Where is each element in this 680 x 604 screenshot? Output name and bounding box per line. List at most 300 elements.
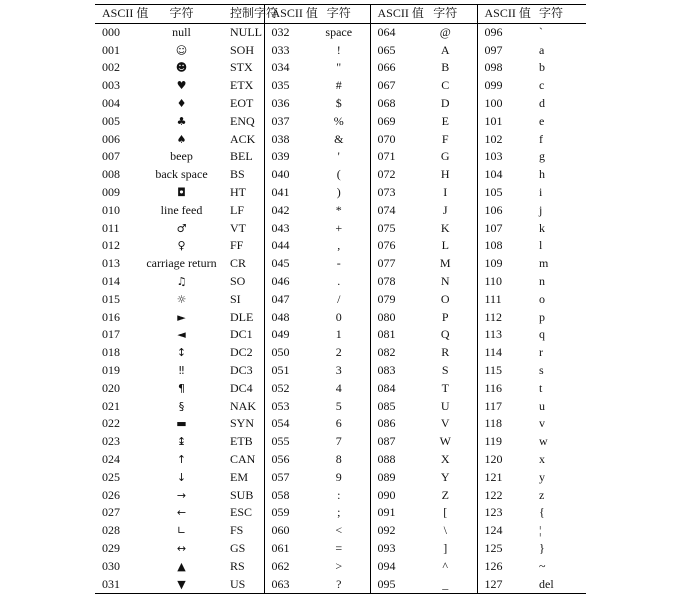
char-cell: w <box>539 434 548 449</box>
ascii-code: 037 <box>264 113 308 131</box>
char-cell: ♀ <box>177 239 186 253</box>
control-char-cell: DC1 <box>230 327 253 342</box>
table-row <box>95 398 586 416</box>
ascii-code: 089 <box>370 469 414 487</box>
char-cell: 1 <box>335 327 342 342</box>
char-cell: K <box>440 220 450 235</box>
table-row <box>95 291 586 309</box>
char-cell: l <box>539 238 543 253</box>
char-cell: , <box>337 238 341 253</box>
ascii-code: 093 <box>370 540 414 558</box>
char-cell: carriage return <box>146 256 217 271</box>
ascii-code: 027 <box>102 505 120 520</box>
char-cell: ♣ <box>176 114 187 128</box>
char-cell: L <box>441 238 449 253</box>
ascii-code: 030 <box>102 558 120 573</box>
control-char-cell: STX <box>230 60 253 75</box>
char-cell: U <box>440 398 450 413</box>
ascii-code: 024 <box>102 451 120 466</box>
char-cell: E <box>441 113 449 128</box>
ascii-code: 118 <box>477 415 521 433</box>
control-char-cell: SYN <box>230 416 255 431</box>
ascii-code: 088 <box>370 451 414 469</box>
char-cell: H <box>440 167 450 182</box>
table-row <box>95 77 586 95</box>
ascii-code: 064 <box>370 23 414 41</box>
char-cell: ♂ <box>176 221 187 235</box>
char-cell: v <box>539 416 545 431</box>
ascii-code: 012 <box>102 238 120 253</box>
ascii-code: 036 <box>264 95 308 113</box>
control-char-cell: BS <box>230 167 245 182</box>
control-char-cell: SOH <box>230 42 255 57</box>
table-row <box>95 380 586 398</box>
control-char-cell: CAN <box>230 451 256 466</box>
char-cell: 8 <box>335 451 342 466</box>
ascii-code: 075 <box>370 220 414 238</box>
ascii-code: 031 <box>102 576 120 591</box>
char-cell: 4 <box>335 380 342 395</box>
ascii-code: 095 <box>370 576 414 594</box>
char-cell: ` <box>539 24 543 39</box>
char-cell: ; <box>337 505 341 520</box>
ascii-code: 085 <box>370 398 414 416</box>
table-row <box>95 273 586 291</box>
ascii-code: 083 <box>370 362 414 380</box>
char-cell: ( <box>336 167 341 182</box>
char-cell: n <box>539 273 545 288</box>
ascii-code: 076 <box>370 237 414 255</box>
char-cell: k <box>539 220 545 235</box>
char-cell: [ <box>443 505 448 520</box>
char-cell: 9 <box>335 469 342 484</box>
control-char-cell: ETX <box>230 78 254 93</box>
header-ascii-value: ASCII 值 <box>477 5 521 24</box>
char-cell: ☻ <box>175 61 188 75</box>
ascii-code: 105 <box>477 184 521 202</box>
char-cell: 3 <box>335 362 342 377</box>
ascii-code: 097 <box>477 42 521 60</box>
ascii-code: 025 <box>102 469 120 484</box>
char-cell: u <box>539 398 545 413</box>
char-cell: null <box>172 24 191 39</box>
char-cell: ) <box>336 184 341 199</box>
ascii-code: 050 <box>264 344 308 362</box>
control-char-cell: US <box>230 576 246 591</box>
char-cell: ↑ <box>176 452 187 466</box>
char-cell: M <box>439 256 451 271</box>
ascii-code: 119 <box>477 433 521 451</box>
char-cell: ¶ <box>178 381 185 395</box>
ascii-code: 028 <box>102 523 120 538</box>
ascii-code: 054 <box>264 415 308 433</box>
header-char: 字符 <box>433 6 458 20</box>
ascii-code: 079 <box>370 291 414 309</box>
table-row <box>95 309 586 327</box>
ascii-code: 009 <box>102 184 120 199</box>
table-row <box>95 237 586 255</box>
ascii-code: 072 <box>370 166 414 184</box>
ascii-code: 101 <box>477 113 521 131</box>
char-cell: T <box>441 380 449 395</box>
char-cell: e <box>539 113 545 128</box>
char-cell: < <box>335 523 343 538</box>
header-control-char: 控制字符 <box>230 6 279 20</box>
control-char-cell: LF <box>230 202 245 217</box>
ascii-code: 086 <box>370 415 414 433</box>
ascii-code: 040 <box>264 166 308 184</box>
char-cell: ↓ <box>176 470 187 484</box>
char-cell: ¦ <box>539 523 542 538</box>
control-char-cell: HT <box>230 184 246 199</box>
ascii-code: 082 <box>370 344 414 362</box>
char-cell: $ <box>335 95 342 110</box>
control-char-cell: DC3 <box>230 362 253 377</box>
ascii-code: 007 <box>102 149 120 164</box>
ascii-code: 063 <box>264 576 308 594</box>
control-char-cell: CR <box>230 256 247 271</box>
ascii-code: 098 <box>477 59 521 77</box>
char-cell: - <box>336 256 341 271</box>
ascii-code: 114 <box>477 344 521 362</box>
control-char-cell: BEL <box>230 149 253 164</box>
char-cell: 5 <box>335 398 342 413</box>
ascii-code: 014 <box>102 273 120 288</box>
ascii-code: 045 <box>264 255 308 273</box>
ascii-code: 020 <box>102 380 120 395</box>
char-cell: ↕ <box>176 346 187 360</box>
table-row <box>95 202 586 220</box>
ascii-code: 094 <box>370 558 414 576</box>
char-cell: q <box>539 327 545 342</box>
char-cell: j <box>539 202 543 217</box>
char-cell: & <box>334 131 344 146</box>
table-row <box>95 255 586 273</box>
ascii-code: 021 <box>102 398 120 413</box>
control-char-cell: ESC <box>230 505 253 520</box>
ascii-code: 015 <box>102 291 120 306</box>
char-cell: { <box>539 505 545 520</box>
ascii-code: 068 <box>370 95 414 113</box>
char-cell: > <box>335 558 343 573</box>
ascii-code: 074 <box>370 202 414 220</box>
ascii-code: 053 <box>264 398 308 416</box>
table-row <box>95 362 586 380</box>
ascii-code: 061 <box>264 540 308 558</box>
char-cell: \ <box>443 523 447 538</box>
ascii-code: 039 <box>264 148 308 166</box>
ascii-code: 125 <box>477 540 521 558</box>
table-row <box>95 576 586 594</box>
char-cell: ▼ <box>177 577 186 591</box>
table-row <box>95 504 586 522</box>
ascii-code: 124 <box>477 522 521 540</box>
ascii-code: 067 <box>370 77 414 95</box>
char-cell: ' <box>337 149 340 164</box>
ascii-code: 059 <box>264 504 308 522</box>
ascii-code: 077 <box>370 255 414 273</box>
char-cell: Y <box>440 469 450 484</box>
ascii-code: 013 <box>102 256 120 271</box>
ascii-code: 120 <box>477 451 521 469</box>
ascii-code: 100 <box>477 95 521 113</box>
char-cell: I <box>443 184 448 199</box>
table-row <box>95 522 586 540</box>
control-char-cell: SUB <box>230 487 254 502</box>
char-cell: _ <box>442 576 449 591</box>
ascii-code: 018 <box>102 345 120 360</box>
ascii-code: 060 <box>264 522 308 540</box>
ascii-code: 127 <box>477 576 521 594</box>
char-cell: ◘ <box>177 185 186 199</box>
char-cell: 6 <box>335 416 342 431</box>
ascii-code: 041 <box>264 184 308 202</box>
table-row <box>95 469 586 487</box>
char-cell: r <box>539 345 543 360</box>
char-cell: o <box>539 291 545 306</box>
char-cell: Z <box>441 487 449 502</box>
ascii-code: 113 <box>477 326 521 344</box>
header-ascii-value: ASCII 值 <box>102 6 149 20</box>
ascii-code: 043 <box>264 220 308 238</box>
ascii-code: 038 <box>264 131 308 149</box>
ascii-code: 008 <box>102 167 120 182</box>
control-char-cell: EM <box>230 469 248 484</box>
ascii-code: 080 <box>370 309 414 327</box>
char-cell: } <box>539 540 545 555</box>
ascii-code: 126 <box>477 558 521 576</box>
char-cell: " <box>336 60 342 75</box>
control-char-cell: ENQ <box>230 113 255 128</box>
table-row <box>95 148 586 166</box>
ascii-code: 123 <box>477 504 521 522</box>
table-row <box>95 131 586 149</box>
char-cell: 0 <box>335 309 342 324</box>
char-cell: ! <box>336 42 341 57</box>
char-cell: C <box>441 78 450 93</box>
ascii-code: 111 <box>477 291 521 309</box>
control-char-cell: ETB <box>230 434 253 449</box>
ascii-code: 049 <box>264 326 308 344</box>
char-cell: A <box>440 42 450 57</box>
control-char-cell: VT <box>230 220 246 235</box>
char-cell: X <box>440 451 450 466</box>
char-cell: B <box>441 60 450 75</box>
char-cell: c <box>539 78 545 93</box>
char-cell: ∟ <box>176 524 187 538</box>
char-cell: z <box>539 487 545 502</box>
char-cell: + <box>335 220 343 235</box>
ascii-code: 052 <box>264 380 308 398</box>
char-cell: ▲ <box>177 559 186 573</box>
char-cell: % <box>333 113 344 128</box>
char-cell: ☼ <box>176 292 187 306</box>
char-cell: V <box>440 416 450 431</box>
ascii-code: 029 <box>102 540 120 555</box>
ascii-code: 002 <box>102 60 120 75</box>
ascii-code: 055 <box>264 433 308 451</box>
char-cell: → <box>176 488 187 502</box>
char-cell: ♦ <box>176 96 187 110</box>
ascii-code: 035 <box>264 77 308 95</box>
ascii-code: 096 <box>477 23 521 41</box>
char-cell: = <box>335 540 343 555</box>
char-cell: W <box>439 434 451 449</box>
table-row <box>95 344 586 362</box>
ascii-code: 000 <box>102 24 120 39</box>
ascii-code: 106 <box>477 202 521 220</box>
char-cell: N <box>440 273 450 288</box>
char-cell: h <box>539 167 545 182</box>
ascii-code: 117 <box>477 398 521 416</box>
char-cell: / <box>337 291 341 306</box>
control-char-cell: DC4 <box>230 380 253 395</box>
ascii-code: 078 <box>370 273 414 291</box>
ascii-code: 026 <box>102 487 120 502</box>
char-cell: ← <box>176 506 187 520</box>
control-char-cell: NULL <box>230 24 262 39</box>
ascii-code: 057 <box>264 469 308 487</box>
ascii-code: 006 <box>102 131 120 146</box>
ascii-code: 087 <box>370 433 414 451</box>
char-cell: a <box>539 42 545 57</box>
table-row <box>95 184 586 202</box>
ascii-code: 019 <box>102 362 120 377</box>
char-cell: x <box>539 451 545 466</box>
char-cell: ▬ <box>176 417 187 431</box>
char-cell: ? <box>336 576 342 591</box>
header-ascii-value: ASCII 值 <box>370 5 414 24</box>
ascii-code: 122 <box>477 487 521 505</box>
ascii-code: 070 <box>370 131 414 149</box>
control-char-cell: SI <box>230 291 241 306</box>
ascii-code: 110 <box>477 273 521 291</box>
ascii-code: 065 <box>370 42 414 60</box>
char-cell: ♥ <box>176 79 187 93</box>
table-row <box>95 166 586 184</box>
ascii-code: 023 <box>102 434 120 449</box>
char-cell: p <box>539 309 545 324</box>
ascii-code: 022 <box>102 416 120 431</box>
ascii-code: 047 <box>264 291 308 309</box>
char-cell: i <box>539 184 543 199</box>
ascii-code: 069 <box>370 113 414 131</box>
char-cell: ‼ <box>178 363 185 377</box>
ascii-code: 084 <box>370 380 414 398</box>
char-cell: ] <box>443 540 448 555</box>
char-cell: . <box>337 273 341 288</box>
char-cell: F <box>441 131 449 146</box>
table-row <box>95 113 586 131</box>
char-cell: ♫ <box>176 274 187 288</box>
ascii-code: 081 <box>370 326 414 344</box>
table-row <box>95 42 586 60</box>
ascii-code: 109 <box>477 255 521 273</box>
header-row <box>95 5 586 24</box>
header-char: 字符 <box>169 6 194 20</box>
table-row <box>95 59 586 77</box>
ascii-code: 042 <box>264 202 308 220</box>
char-cell: 2 <box>335 345 342 360</box>
control-char-cell: FF <box>230 238 244 253</box>
ascii-table <box>95 4 586 594</box>
ascii-code: 073 <box>370 184 414 202</box>
ascii-code: 051 <box>264 362 308 380</box>
table-row <box>95 433 586 451</box>
control-char-cell: NAK <box>230 398 256 413</box>
char-cell: s <box>539 362 544 377</box>
char-cell: G <box>440 149 450 164</box>
char-cell: § <box>178 399 185 413</box>
table-row <box>95 415 586 433</box>
char-cell: ► <box>177 310 186 324</box>
ascii-code: 010 <box>102 202 120 217</box>
ascii-code: 034 <box>264 59 308 77</box>
char-cell: * <box>335 202 342 217</box>
ascii-code: 011 <box>102 220 120 235</box>
char-cell: ↨ <box>176 435 187 449</box>
ascii-code: 033 <box>264 42 308 60</box>
ascii-code: 032 <box>264 23 308 41</box>
char-cell: R <box>441 345 450 360</box>
ascii-code: 102 <box>477 131 521 149</box>
ascii-code: 071 <box>370 148 414 166</box>
ascii-code: 108 <box>477 237 521 255</box>
control-char-cell: SO <box>230 273 246 288</box>
ascii-code: 103 <box>477 148 521 166</box>
char-cell: del <box>539 576 554 591</box>
char-cell: m <box>539 256 549 271</box>
table-row <box>95 540 586 558</box>
ascii-code: 062 <box>264 558 308 576</box>
char-cell: beep <box>170 149 193 164</box>
char-cell: space <box>325 24 353 39</box>
control-char-cell: RS <box>230 558 245 573</box>
ascii-code: 003 <box>102 78 120 93</box>
header-ascii-value: ASCII 值 <box>264 5 308 24</box>
char-cell: S <box>441 362 449 377</box>
ascii-code: 091 <box>370 504 414 522</box>
ascii-code: 099 <box>477 77 521 95</box>
ascii-code: 121 <box>477 469 521 487</box>
ascii-code: 044 <box>264 237 308 255</box>
ascii-code: 107 <box>477 220 521 238</box>
control-char-cell: GS <box>230 540 246 555</box>
char-cell: ☺ <box>175 43 188 57</box>
char-cell: y <box>539 469 545 484</box>
char-cell: ^ <box>442 558 449 573</box>
char-cell: @ <box>439 24 451 39</box>
char-cell: # <box>335 78 342 93</box>
ascii-code: 017 <box>102 327 120 342</box>
char-cell: D <box>440 95 450 110</box>
char-cell: t <box>539 380 543 395</box>
ascii-code: 001 <box>102 42 120 57</box>
table-row <box>95 451 586 469</box>
ascii-code: 115 <box>477 362 521 380</box>
table-row <box>95 220 586 238</box>
ascii-code: 016 <box>102 309 120 324</box>
ascii-code: 058 <box>264 487 308 505</box>
char-cell: J <box>442 202 448 217</box>
header-char: 字符 <box>539 6 564 20</box>
ascii-code: 112 <box>477 309 521 327</box>
table-row <box>95 23 586 41</box>
ascii-code: 116 <box>477 380 521 398</box>
ascii-code: 048 <box>264 309 308 327</box>
char-cell: O <box>440 291 450 306</box>
char-cell: f <box>539 131 543 146</box>
